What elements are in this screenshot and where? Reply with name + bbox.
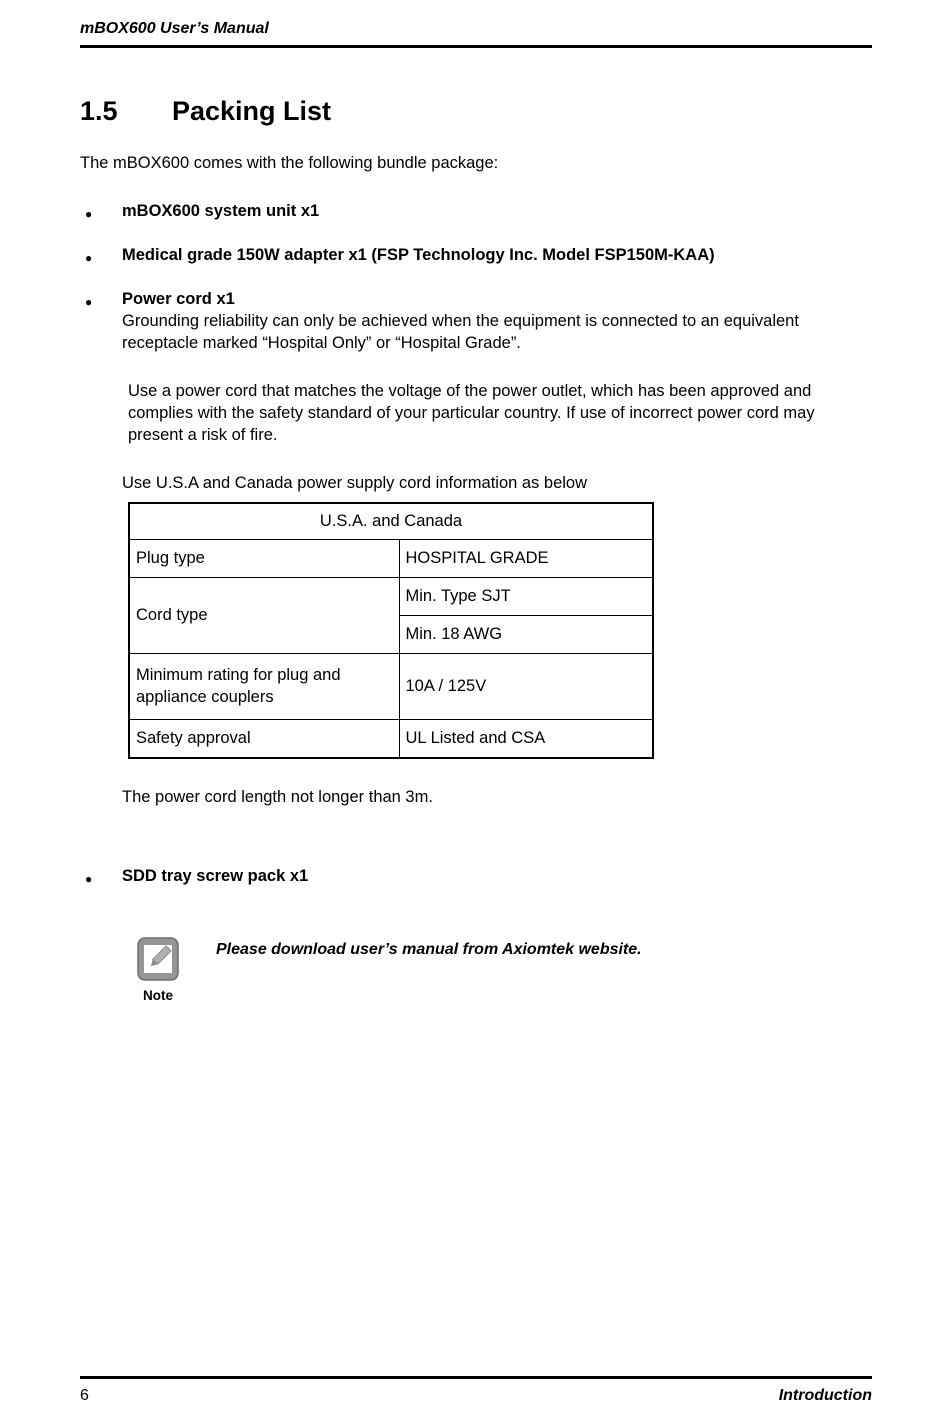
power-cord-warning: Use a power cord that matches the voltage of the power outlet, which has been approved and complies with the safety standard of your particular country. If use of incorrect power cord may present a risk of fire.: [128, 382, 815, 444]
section-number: 1.5: [80, 96, 118, 126]
note-icon-wrap: [128, 937, 188, 1003]
footer-page-number: 6: [80, 1387, 89, 1404]
list-item-adapter: [80, 244, 830, 266]
power-cord-spec-table: [128, 502, 654, 759]
page-header: [80, 20, 872, 48]
list-item-sdd-tray: [80, 865, 830, 887]
section-title: Packing List: [172, 96, 332, 126]
bullet-title: SDD tray screw pack x1: [122, 867, 309, 885]
min-rating-label: Minimum rating for plug and appliance couplers: [129, 653, 399, 719]
cord-length-note: The power cord length not longer than 3m.: [122, 788, 433, 806]
list-item-system-unit: [80, 200, 830, 222]
intro-paragraph: The mBOX600 comes with the following bundle package:: [80, 154, 499, 172]
table-row: [129, 653, 653, 719]
bullet-title: mBOX600 system unit x1: [122, 202, 320, 220]
plug-type-value: HOSPITAL GRADE: [399, 539, 653, 577]
min-rating-value: 10A / 125V: [399, 653, 653, 719]
bullet-title: ● Power cord x1: [122, 290, 235, 308]
safety-approval-label: Safety approval: [129, 719, 399, 758]
page-footer: [80, 1376, 872, 1405]
table-row: [129, 577, 653, 615]
note-block: [128, 937, 872, 1003]
section-heading: [80, 96, 872, 127]
table-intro: Use U.S.A and Canada power supply cord information as below: [122, 474, 588, 492]
note-text: Please download user’s manual from Axiomtek website.: [216, 941, 642, 958]
table-row: [129, 719, 653, 758]
packing-list: [80, 200, 872, 887]
bullet-title: Medical grade 150W adapter x1 (FSP Technology Inc. Model FSP150M-KAA): [122, 246, 715, 264]
table-row: [129, 539, 653, 577]
bullet-body: Grounding reliability can only be achieved when the equipment is connected to an equivalent receptacle marked “Hospital Only” or “Hospital Grade”.: [122, 312, 799, 352]
note-pencil-icon: [137, 937, 179, 986]
safety-approval-value: UL Listed and CSA: [399, 719, 653, 758]
plug-type-label: Plug type: [129, 539, 399, 577]
cord-type-value-1: Min. Type SJT: [399, 577, 653, 615]
header-title: mBOX600 User’s Manual: [80, 20, 269, 37]
table-title-row: [129, 503, 653, 539]
footer-chapter: Introduction: [778, 1387, 872, 1404]
note-label: Note: [143, 988, 173, 1003]
cord-type-value-2: Min. 18 AWG: [399, 615, 653, 653]
list-item-power-cord: [80, 288, 830, 808]
table-title: U.S.A. and Canada: [129, 503, 653, 539]
cord-type-label: Cord type: [129, 577, 399, 653]
